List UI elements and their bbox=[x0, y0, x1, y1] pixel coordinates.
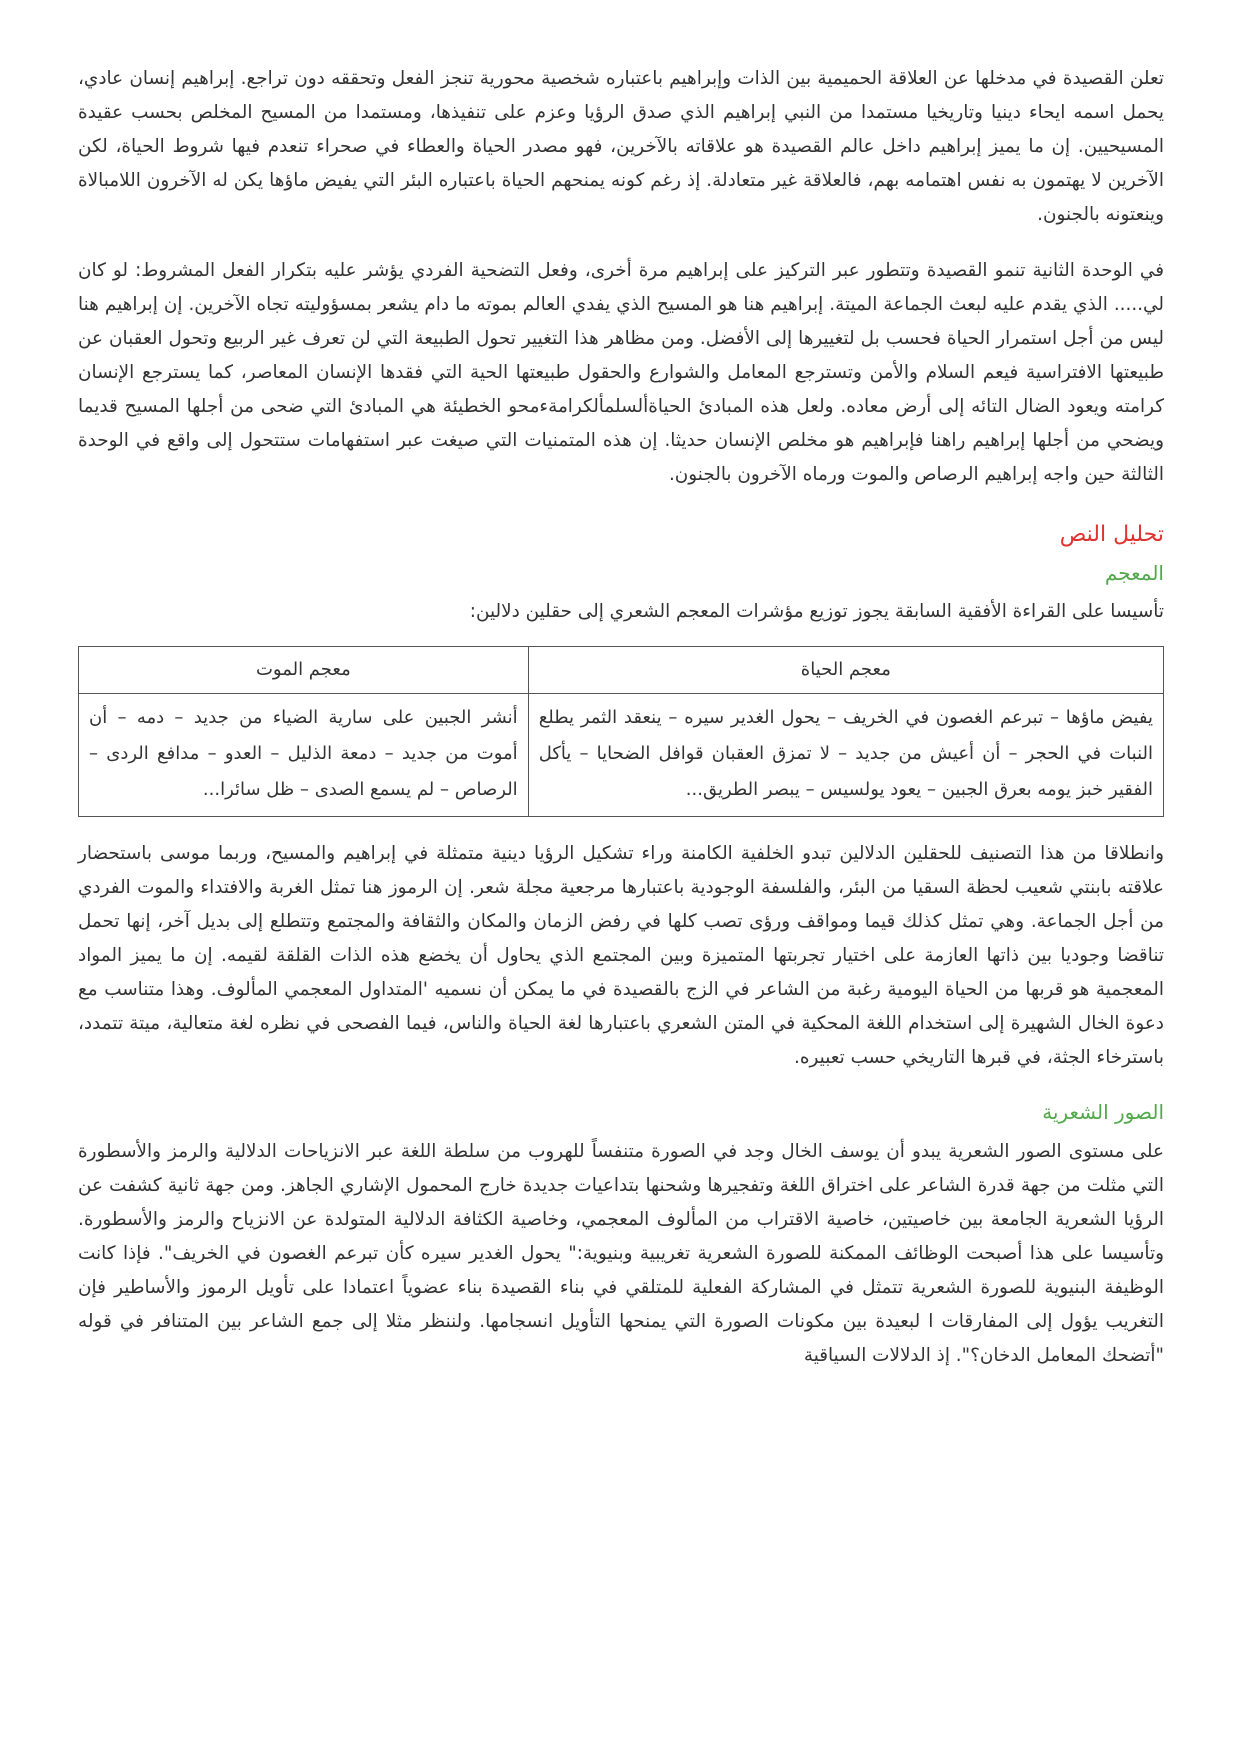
imagery-paragraph: على مستوى الصور الشعرية يبدو أن يوسف الخال وجد في الصورة متنفساً للهروب من سلطة اللغة عبر الانزياحات الدلالية والرمز والأسطورة التي مثلت من جهة قدرة الشاعر على اختراق اللغة وتفجيرها وشحنها بتداعيات جديدة خارج المحمول الإشاري الجاهز. ومن جهة ثانية كشفت عن الرؤيا الشعرية الجامعة بين خاصيتين، خاصية الاقتراب من المألوف المعجمي، وخاصية الكثافة الدلالية المتولدة عن الانزياح والرمز والأسطورة. وتأسيسا على هذا أصبحت الوظائف الممكنة للصورة الشعرية تغريبية وبنيوية:" يحول الغدير سيره كأن تبرعم الغصون في الخريف". فإذا كانت الوظيفة البنيوية للصورة الشعرية تتمثل في المشاركة الفعلية للمتلقي في بناء القصيدة بناء عضوياً اعتمادا على تأويل الرموز والأساطير فإن التغريب يؤول إلى المفارقات ا لبعيدة بين مكونات الصورة التي يمنحها التأويل انسجامها. ولننظر مثلا إلى جمع الشاعر بين المتنافر في قوله "أتضحك المعامل الدخان؟". إذ الدلالات السياقية bbox=[78, 1141, 1164, 1366]
lexicon-table bbox=[78, 646, 1164, 817]
life-lexicon-cell: يفيض ماؤها – تبرعم الغصون في الخريف – يحول الغدير سيره – ينعقد الثمر يطلع النبات في الحجر – أن أعيش من جديد – لا تمزق العقبان قوافل الضحايا – يأكل الفقير خبز يومه بعرق الجبين – يعود يولسيس – يبصر الطريق... bbox=[528, 694, 1163, 817]
lexicon-analysis-paragraph: وانطلاقا من هذا التصنيف للحقلين الدلالين تبدو الخلفية الكامنة وراء تشكيل الرؤيا دينية متمثلة في إبراهيم والمسيح، وربما موسى باستحضار علاقته بابنتي شعيب لحظة السقيا من البئر، والفلسفة الوجودية باعتبارها مرجعية مجلة شعر. إن الرموز هنا تمثل الغربة والافتداء والموت الفردي من أجل الجماعة. وهي تمثل كذلك قيما ومواقف ورؤى تصب كلها في رفض الزمان والمكان والثقافة والمجتمع وتتطلع إلى بديل آخر، إنها تحمل تناقضا وجوديا بين ذاتها العازمة على اختيار تجربتها المتميزة وبين المجتمع الذي يحاول أن يخضع هذه الذات القلقة لقيمه. إن ما يميز المواد المعجمية هو قربها من الحياة اليومية رغبة من الشاعر في الزج بالقصيدة في ما يمكن أن نسميه 'المتداول المعجمي المألوف. وهذا متناسب مع دعوة الخال الشهيرة إلى استخدام اللغة المحكية في المتن الشعري باعتبارها لغة الحياة والناس، فيما الفصحى في نظره لغة متعالية، ميتة تتمدد، باسترخاء الجثة، في قبرها التاريخي حسب تعبيره. bbox=[78, 843, 1164, 1068]
lexicon-subheading: المعجم bbox=[1104, 561, 1164, 585]
life-lexicon-header: معجم الحياة bbox=[528, 647, 1163, 694]
article-body bbox=[78, 62, 1164, 1373]
intro-paragraph-2: في الوحدة الثانية تنمو القصيدة وتتطور عبر التركيز على إبراهيم مرة أخرى، وفعل التضحية الفردي يؤشر عليه بتكرار الفعل المشروط: لو كان لي..... الذي يقدم عليه لبعث الجماعة الميتة. إبراهيم هنا هو المسيح الذي يفدي العالم بموته ما دام يشعر بمسؤوليته تجاه الآخرين. إن إبراهيم هنا ليس من أجل استمرار الحياة فحسب بل لتغييرها إلى الأفضل. ومن مظاهر هذا التغيير تحول الطبيعة التي لن تعرف غير الربيع وتحول العقبان عن طبيعتها الافتراسية فيعم السلام والأمن وتسترجع المعامل والشوارع والحقول طبيعتها الحية التي فقدها الإنسان المعاصر، كما يسترجع الإنسان كرامته ويعود الضال التائه إلى أرض معاده. ولعل هذه المبادئ الحياةألسلمألكرامةءمحو الخطيئة هي المبادئ التي ضحى من أجلها المسيح قديما ويضحي من أجلها إبراهيم راهنا فإبراهيم هو مخلص الإنسان حديثا. إن هذه المتمنيات التي صيغت عبر استفهامات ستتحول إلى واقع في الوحدة الثالثة حين واجه إبراهيم الرصاص والموت ورماه الآخرون بالجنون. bbox=[78, 260, 1164, 485]
intro-paragraph-1: تعلن القصيدة في مدخلها عن العلاقة الحميمية بين الذات وإبراهيم باعتباره شخصية محورية تنجز الفعل وتحققه دون تراجع. إبراهيم إنسان عادي، يحمل اسمه ايحاء دينيا وتاريخيا مستمدا من النبي إبراهيم الذي صدق الرؤيا وعزم على تنفيذها، ومستمدا من المسيح المخلص بحسب عقيدة المسيحيين. إن ما يميز إبراهيم داخل عالم القصيدة هو علاقاته بالآخرين، فهو مصدر الحياة والعطاء في صحراء تنعدم فيها شروط الحياة، لكن الآخرين لا يهتمون به نفس اهتمامه بهم، فالعلاقة غير متعادلة. إذ رغم كونه يمنحهم الحياة باعتباره البئر التي يفيض ماؤها يكن له الآخرون اللامبالاة وينعتونه بالجنون. bbox=[78, 68, 1164, 225]
lexicon-table-row bbox=[79, 694, 1164, 817]
analysis-heading: تحليل النص bbox=[1059, 522, 1164, 547]
death-lexicon-cell: أنشر الجبين على سارية الضياء من جديد – دمه – أن أموت من جديد – دمعة الذليل – العدو – مدافع الردى – الرصاص – لم يسمع الصدى – ظل سائرا... bbox=[79, 694, 529, 817]
imagery-subheading: الصور الشعرية bbox=[1042, 1100, 1164, 1124]
death-lexicon-header: معجم الموت bbox=[79, 647, 529, 694]
lexicon-table-header-row bbox=[79, 647, 1164, 694]
lexicon-lead: تأسيسا على القراءة الأفقية السابقة يجوز توزيع مؤشرات المعجم الشعري إلى حقلين دلالين: bbox=[469, 601, 1164, 622]
